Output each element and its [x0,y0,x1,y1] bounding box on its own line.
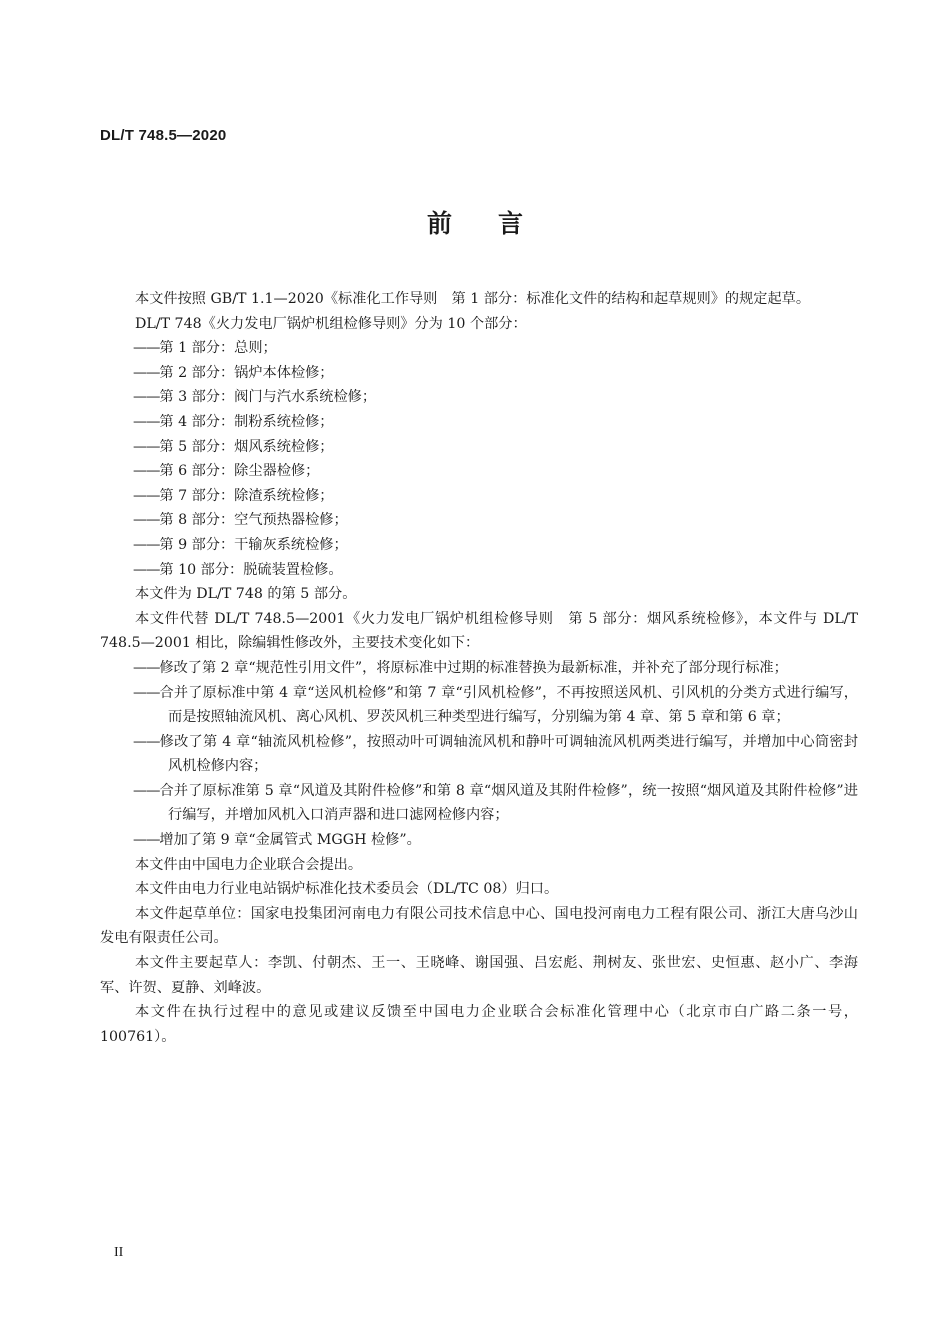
list-item [100,459,858,484]
list-item-text: 第 10 部分：脱硫装置检修。 [159,561,343,578]
list-item-text: 第 6 部分：除尘器检修； [159,463,320,480]
list-item [100,656,858,681]
list-item-text: 第 8 部分：空气预热器检修； [159,512,348,529]
list-item-text: 合并了原标准中第 4 章“送风机检修”和第 7 章“引风机检修”，不再按照送风机、引风机的分类方式进行编写，而是按照轴流风机、离心风机、罗茨风机三种类型进行编写，分别编为第 4 章、第 5 章和第 6 章； [159,684,858,726]
list-item [100,410,858,435]
list-item [100,779,858,828]
paragraph: 本文件为 DL/T 748 的第 5 部分。 [135,586,357,603]
list-item-text: 修改了第 2 章“规范性引用文件”，将原标准中过期的标准替换为最新标准，并补充了部分现行标准； [159,659,788,676]
list-item-text: 第 1 部分：总则； [159,340,277,357]
dash-marker: —— [133,389,160,406]
dash-marker: —— [133,832,160,849]
dash-marker: —— [133,364,160,381]
dash-marker: —— [133,413,160,430]
list-item-text: 第 4 部分：制粉系统检修； [159,413,334,430]
paragraph: 本文件在执行过程中的意见或建议反馈至中国电力企业联合会标准化管理中心（北京市白广路二条一号，100761）。 [100,1004,858,1045]
dash-marker: —— [133,782,160,799]
list-item-text: 第 5 部分：烟风系统检修； [159,438,334,455]
dash-marker: —— [133,340,160,357]
list-item-text: 合并了原标准第 5 章“风道及其附件检修”和第 8 章“烟风道及其附件检修”，统一按照“烟风道及其附件检修”进行编写，并增加风机入口消声器和进口滤网检修内容； [159,782,858,824]
dash-marker: —— [133,561,160,578]
page-number: II [114,1245,124,1260]
list-item-text: 增加了第 9 章“金属管式 MGGH 检修”。 [159,832,421,849]
paragraph: 本文件主要起草人：李凯、付朝杰、王一、王晓峰、谢国强、吕宏彪、荆树友、张世宏、史恒惠、赵小广、李海军、许贺、夏静、刘峰波。 [100,955,858,996]
list-item [100,533,858,558]
paragraph: 本文件由电力行业电站锅炉标准化技术委员会（DL/TC 08）归口。 [135,881,559,898]
list-item-text: 第 2 部分：锅炉本体检修； [159,364,334,381]
standard-code: DL/T 748.5—2020 [100,127,227,144]
list-item [100,361,858,386]
list-item-text: 第 9 部分：干输灰系统检修； [159,536,348,553]
document-body [100,287,858,1049]
dash-marker: —— [133,512,160,529]
list-item [100,385,858,410]
paragraph: DL/T 748《火力发电厂锅炉机组检修导则》分为 10 个部分： [135,315,527,332]
list-item-text: 第 7 部分：除渣系统检修； [159,487,334,504]
paragraph: 本文件按照 GB/T 1.1—2020《标准化工作导则 第 1 部分：标准化文件的结构和起草规则》的规定起草。 [135,291,811,307]
list-item [100,484,858,509]
list-item [100,435,858,460]
list-item [100,336,858,361]
paragraph: 本文件由中国电力企业联合会提出。 [135,856,363,873]
dash-marker: —— [133,438,160,455]
dash-marker: —— [133,536,160,553]
paragraph: 本文件代替 DL/T 748.5—2001《火力发电厂锅炉机组检修导则 第 5 部分：烟风系统检修》，本文件与 DL/T 748.5—2001 相比，除编辑性修改外，主要技术变化如下： [100,610,858,652]
list-item [100,508,858,533]
list-item [100,558,858,583]
paragraph: 本文件起草单位：国家电投集团河南电力有限公司技术信息中心、国电投河南电力工程有限公司、浙江大唐乌沙山发电有限责任公司。 [100,905,858,947]
list-item [100,730,858,779]
list-item-text: 修改了第 4 章“轴流风机检修”，按照动叶可调轴流风机和静叶可调轴流风机两类进行编写，并增加中心筒密封风机检修内容； [159,733,858,775]
dash-marker: —— [133,487,160,504]
dash-marker: —— [133,463,160,480]
list-item [100,681,858,730]
dash-marker: —— [133,659,160,676]
dash-marker: —— [133,733,160,750]
list-item [100,828,858,853]
page-title: 前言 [426,209,569,238]
dash-marker: —— [133,684,160,701]
list-item-text: 第 3 部分：阀门与汽水系统检修； [159,389,377,406]
